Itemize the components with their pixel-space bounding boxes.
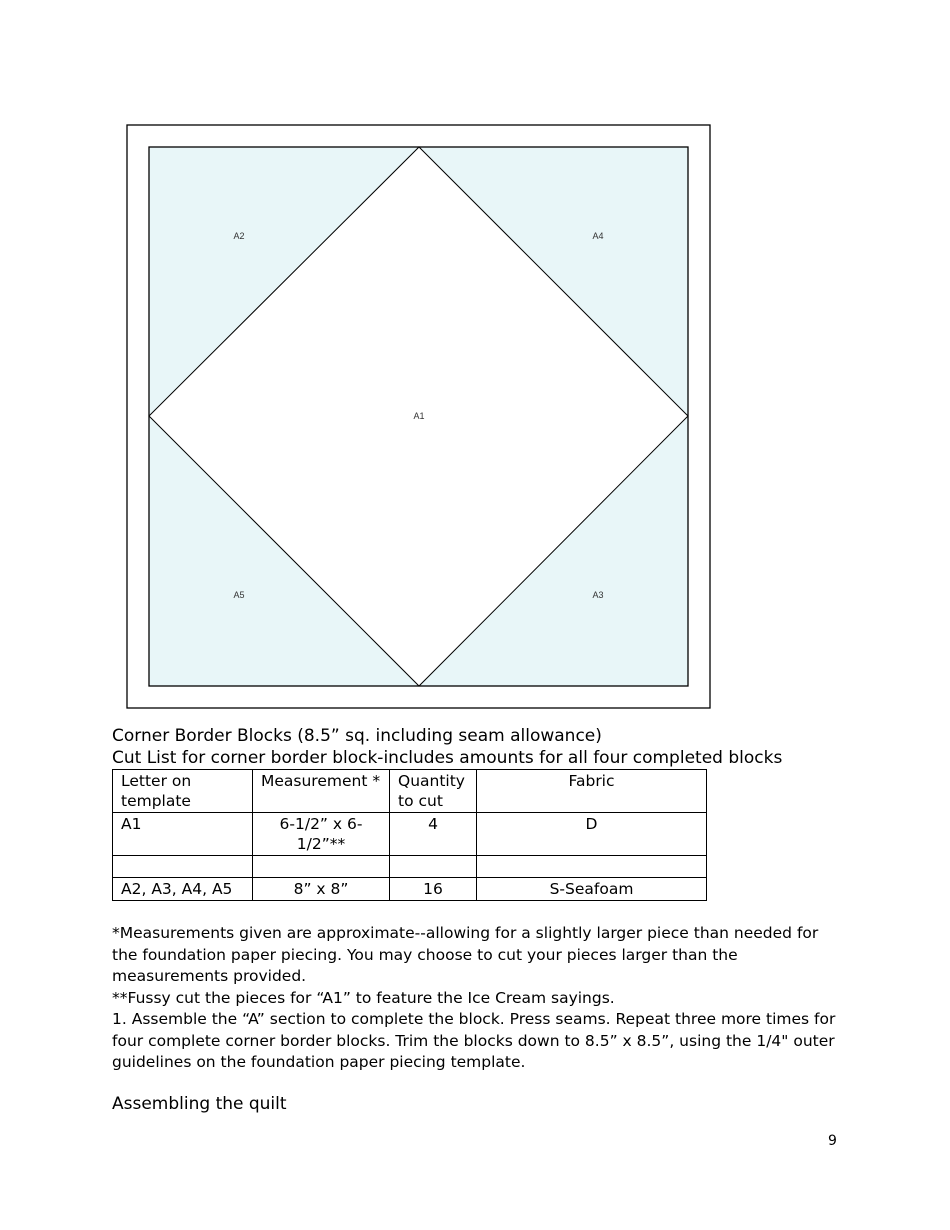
fussy-cut-note: **Fussy cut the pieces for “A1” to feature the Ice Cream sayings.	[112, 988, 615, 1007]
table-row	[113, 813, 707, 856]
table-header-row	[113, 770, 707, 813]
cell-letter: A2, A3, A4, A5	[113, 878, 253, 901]
cell-quantity	[390, 856, 477, 878]
table-row	[113, 856, 707, 878]
cell-fabric: S-Seafoam	[477, 878, 707, 901]
label-a1: A1	[413, 411, 425, 421]
header-quantity: Quantity to cut	[390, 770, 477, 813]
cut-list-table	[112, 769, 707, 901]
cell-measurement: 8” x 8”	[253, 878, 390, 901]
header-letter: Letter on template	[113, 770, 253, 813]
assembly-step-1: 1. Assemble the “A” section to complete the block. Press seams. Repeat three more times for four complete corner border blocks. Trim the blocks down to 8.5” x 8.5”, using the 1/4" outer guidelines on the foundation paper piecing template.	[112, 1010, 836, 1071]
block-diagram-svg	[126, 124, 712, 710]
label-a2: A2	[233, 231, 245, 241]
label-a4: A4	[592, 231, 604, 241]
header-measurement: Measurement *	[253, 770, 390, 813]
measurement-note: *Measurements given are approximate--allowing for a slightly larger piece than needed for the foundation paper piecing. You may choose to cut your pieces larger than the measurements provided.	[112, 924, 819, 985]
cell-letter: A1	[113, 813, 253, 856]
cell-letter	[113, 856, 253, 878]
cut-list-heading: Cut List for corner border block-includes amounts for all four completed blocks	[112, 748, 783, 768]
block-diagram	[126, 124, 712, 710]
cell-fabric	[477, 856, 707, 878]
label-a3: A3	[592, 590, 604, 600]
notes-section	[112, 923, 847, 1074]
cell-fabric: D	[477, 813, 707, 856]
cell-quantity: 4	[390, 813, 477, 856]
table-row	[113, 878, 707, 901]
page-number: 9	[828, 1133, 837, 1149]
cell-measurement: 6-1/2” x 6-1/2”**	[253, 813, 390, 856]
header-fabric: Fabric	[477, 770, 707, 813]
corner-border-heading: Corner Border Blocks (8.5” sq. including seam allowance)	[112, 726, 602, 746]
cell-measurement	[253, 856, 390, 878]
assembling-heading: Assembling the quilt	[112, 1094, 287, 1114]
label-a5: A5	[233, 590, 245, 600]
cell-quantity: 16	[390, 878, 477, 901]
